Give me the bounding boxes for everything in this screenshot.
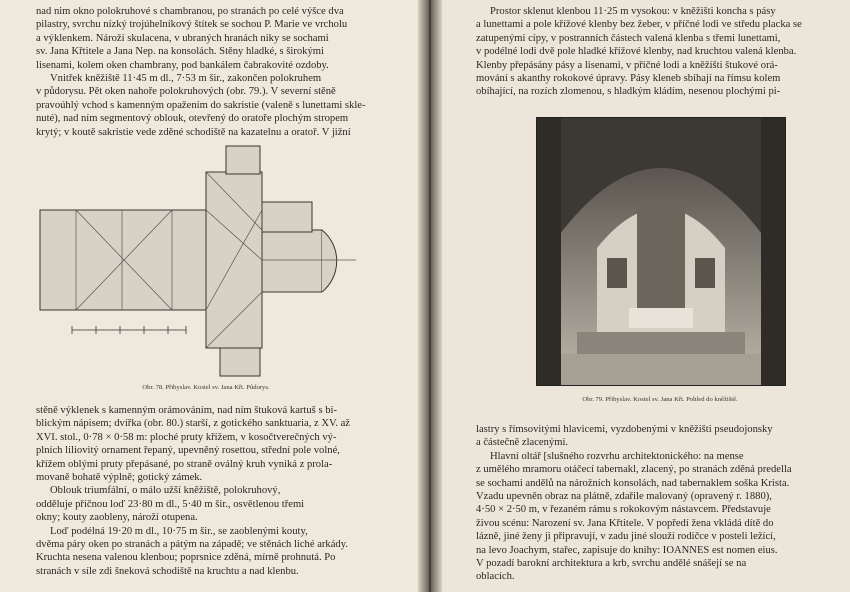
text-line: z umělého mramoru otáčecí tabernakl, zlacený, po stranách zděná predella xyxy=(476,464,792,476)
text-line: dvěma páry oken po stranách a pátým na západě; ve stěnách liché arkády. xyxy=(36,539,348,551)
church-interior-photo xyxy=(536,117,786,386)
right-top-text xyxy=(476,5,842,99)
text-line: sv. Jana Křtitele a Jana Nep. na konsolách. Stěny hladké, s širokými xyxy=(36,46,324,58)
fig78-caption: Obr. 78. Přibyslav. Kostel sv. Jana Křt. Půdorys. xyxy=(142,384,270,391)
book-gutter xyxy=(418,0,442,592)
text-line: se sochami andělů na nárožních konsolách, nad tabernaklem soška Krista. xyxy=(476,477,790,489)
text-line: Prostor sklenut klenbou 11·25 m vysokou: v kněžišti koncha s pásy xyxy=(490,6,776,17)
text-line: pravoúhlý vchod s kamenným opažením do sakristie (valeně s lunettami skle- xyxy=(36,99,366,111)
text-line: lázně, jiné ženy ji připravují, v zadu jiné slouží rodičce v posteli ležící, xyxy=(476,531,776,543)
text-line: nuté), nad ním segmentový oblouk, otevřený do oratoře plochým stropem xyxy=(36,113,349,125)
text-line: odděluje příčnou loď 23·80 m dl., 5·40 m šir., osvětlenou třemi xyxy=(36,498,305,510)
text-line: nad nim okno polokruhové s chambranou, po stranách po celé výšce dva xyxy=(36,6,344,17)
text-line: v podélné lodi dvě pole hladké křížové klenby, nad kruchtou valená klenba. xyxy=(476,46,797,58)
floor-plan-drawing xyxy=(36,142,376,380)
text-line: Loď podélná 19·20 m dl., 10·75 m šir., se zaoblenými kouty, xyxy=(50,525,308,537)
left-bottom-text xyxy=(36,404,416,578)
text-line: okny; kouty zaobleny, nároží otupena. xyxy=(36,512,198,524)
text-line: na levo Joachym, stařec, zapisuje do knihy: IOANNES est nomen eius. xyxy=(476,544,778,556)
text-line: 4·50 × 2·50 m, v řezaném rámu s rokokovým nástavcem. Představuje xyxy=(476,504,771,516)
right-bottom-text xyxy=(476,423,842,584)
text-line: zatupenými cípy, v postranních částech valená klenba s třemi lunettami, xyxy=(476,32,781,44)
text-line: plních liliovitý ornament řepaný, upevněný rosettou, střední pole volné, xyxy=(36,445,340,457)
fig79-caption: Obr. 79. Přibyslav. Kostel sv. Jana Křt. Pohled do kněžiště. xyxy=(582,396,738,403)
text-line: stěně výklenek s kamenným orámováním, nad ním štuková kartuš s bi- xyxy=(36,405,337,416)
text-line: Vnitřek kněžiště 11·45 m dl., 7·53 m šir., zakončen polokruhem xyxy=(50,73,322,85)
text-line: Hlavní oltář [slušného rozvrhu architektonického: na mense xyxy=(490,450,744,462)
text-line: oblacích. xyxy=(476,571,515,583)
text-line: obíhající, na rozích zlomenou, s hladkým kládím, nesenou plochými pi- xyxy=(476,86,781,98)
text-line: movaně bohatě výplně; gotický zámek. xyxy=(36,472,203,484)
text-line: Oblouk triumfální, o málo užší kněžiště, polokruhový, xyxy=(50,485,281,497)
text-line: blickým nápisem; dvířka (obr. 80.) starší, z gotického sanktuaria, z XV. až xyxy=(36,418,351,430)
text-line: lisenami, kolem oken chambrany, pod bankálem čabrakovité ozdoby. xyxy=(36,59,329,71)
text-line: Vzadu upevněn obraz na plátně, zdařile malovaný (opravený r. 1880), xyxy=(476,491,772,503)
text-line: Kruchta nesena valenou klenbou; poprsnice zděná, mírně prohnutá. Po xyxy=(36,552,336,564)
text-line: a lunettami a pole křížové klenby bez žeber, v příčné lodi ve středu placka se xyxy=(476,19,802,31)
text-line: živou scénu: Narození sv. Jana Křtitele. V popředí žena vkládá dítě do xyxy=(476,517,774,529)
photo-illustration xyxy=(537,118,785,385)
text-line: mování s akanthy rokokové úpravy. Pásy kleneb sbíhají na římsu kolem xyxy=(476,73,781,85)
text-line: v půdorysu. Pět oken nahoře polokruhových (obr. 79.). V severní stěně xyxy=(36,86,336,98)
floor-plan-figure xyxy=(36,142,376,391)
left-top-text xyxy=(36,5,416,139)
text-line: a částečně zlacenými. xyxy=(476,437,569,449)
text-line: krytý; v koutě sakristie vede zděné schodiště na kazatelnu a oratoř. V jižní xyxy=(36,126,351,138)
text-line: pilastry, svrchu nízký trojúhelníkový štítek se sochou P. Marie ve vrcholu xyxy=(36,19,348,31)
text-line: XVI. stol., 0·78 × 0·58 m: ploché pruty křížem, v kosočtverečných vý- xyxy=(36,431,337,443)
text-line: lastry s římsovitými hlavicemi, vyzdobenými v kněžišti pseudojonsky xyxy=(476,424,773,435)
text-line: Klenby přepásány pásy a lisenami, v příčné lodi a kněžišti štukové orá- xyxy=(476,59,778,71)
text-line: křížem oblými pruty přepásané, po straně oválný kruh vyniká z prola- xyxy=(36,458,333,470)
text-line: stranách v síle zdi šneková schodiště na kruchtu a nad klenbu. xyxy=(36,565,299,577)
text-line: V pozadí barokní architektura a krb, svrchu andělé snášejí se na xyxy=(476,558,747,570)
text-line: a výklenkem. Nároží skulacena, v ubraných hranách niky se sochami xyxy=(36,32,329,44)
